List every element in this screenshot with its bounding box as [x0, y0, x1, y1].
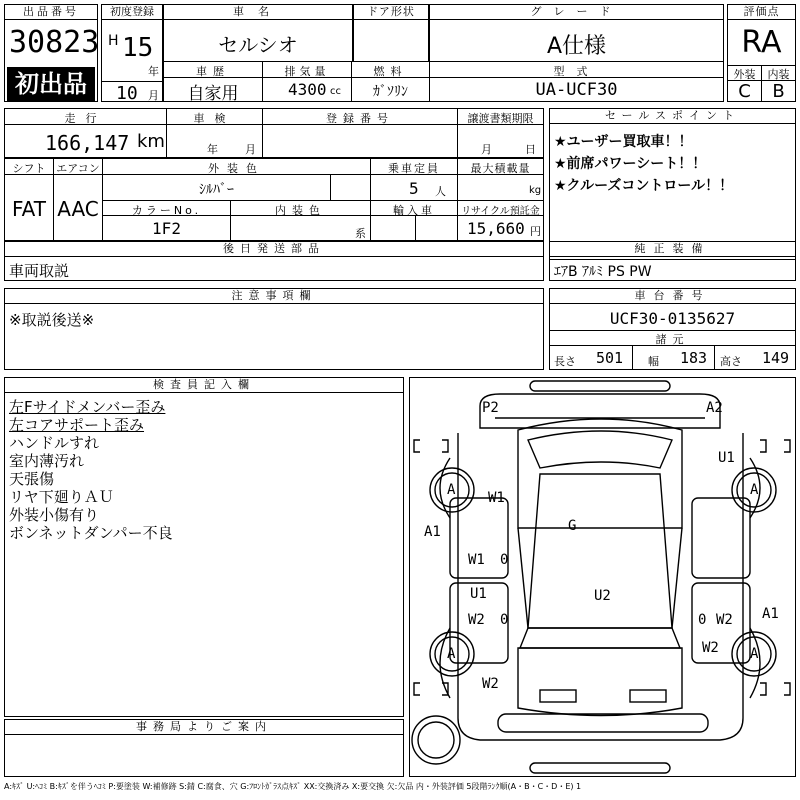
grade-label: グレード	[430, 5, 723, 20]
notes-label: 注意事項欄	[5, 289, 543, 304]
damage-mark: W2	[482, 676, 499, 692]
model-label: 型式	[553, 65, 600, 78]
score-label: 評価点	[728, 5, 795, 20]
lot-number: 30823	[9, 25, 100, 60]
lot-number-label: 出品番号	[5, 5, 97, 20]
length-value: 501	[596, 349, 624, 367]
length-label: 長さ	[554, 355, 576, 368]
damage-mark: U1	[470, 586, 487, 602]
sales-points-box	[549, 108, 796, 260]
model-value: UA-UCF30	[535, 80, 618, 100]
recycle-label: リサイクル預託金	[461, 206, 540, 217]
registration-number-label: 登録番号	[326, 112, 394, 125]
seats-unit: 人	[435, 185, 446, 198]
car-name-label: 車名	[164, 5, 352, 20]
history-value: 自家用	[187, 84, 239, 104]
damage-mark: A	[750, 482, 759, 498]
grade-value: A仕様	[546, 34, 607, 59]
exterior-label: 外装	[733, 68, 756, 81]
damage-mark: W2	[468, 612, 485, 628]
displacement-unit: cc	[330, 86, 341, 97]
damage-mark: P2	[482, 400, 499, 416]
width-label: 幅	[648, 355, 659, 368]
interior-grade: B	[772, 81, 785, 102]
displacement-label: 排気量	[284, 65, 330, 78]
chassis-box	[549, 288, 796, 370]
exterior-color-value: ｼﾙﾊﾞｰ	[199, 182, 234, 198]
load-label: 最大積載量	[470, 162, 531, 175]
interior-label: 内装	[767, 68, 790, 81]
sales-point: ★クルーズコントロール！！	[554, 178, 734, 194]
damage-mark: A2	[706, 400, 723, 416]
equipment-box	[549, 241, 796, 281]
door-label: ドア形状	[354, 5, 428, 20]
seats-label: 乗車定員	[388, 162, 440, 175]
transfer-deadline-label: 譲渡書類期限	[467, 112, 534, 125]
interior-color-label: 内装色	[275, 204, 326, 217]
interior-color-unit: 系	[355, 227, 366, 240]
shift-label: シフト	[12, 162, 46, 175]
car-name: セルシオ	[218, 33, 298, 57]
shift-value: FAT	[11, 197, 46, 221]
history-label: 車歴	[196, 65, 230, 78]
exterior-grade: C	[738, 81, 751, 102]
damage-mark: U2	[594, 588, 611, 604]
damage-mark: 0	[500, 612, 509, 628]
displacement-value: 4300	[288, 80, 327, 99]
inspector-line: 外装小傷有り	[9, 506, 100, 524]
color-number-label: カラーNo.	[131, 204, 202, 217]
inspection-month-unit: 月	[245, 143, 256, 156]
damage-mark: A	[447, 482, 456, 498]
car-diagram	[410, 378, 795, 776]
seats-value: 5	[409, 179, 419, 198]
parts-label: 後日発送部品	[5, 242, 543, 257]
equipment-value: ｴｱB ｱﾙﾐ PS PW	[554, 264, 652, 280]
damage-mark: A	[447, 646, 456, 662]
sales-point: ★ユーザー買取車！！	[554, 134, 693, 150]
registration-year: 15	[122, 33, 154, 63]
inspector-line: ハンドルすれ	[9, 434, 100, 452]
inspector-line: 室内薄汚れ	[9, 452, 85, 470]
car-name-box	[163, 4, 353, 62]
damage-mark: W1	[488, 490, 505, 506]
registration-month: 10	[116, 83, 138, 104]
era: H	[108, 33, 119, 49]
inspector-label: 検査員記入欄	[5, 378, 403, 393]
office-label: 事務局よりご案内	[5, 720, 403, 735]
sales-point: ★前席パワーシート！！	[554, 156, 707, 172]
transfer-month-unit: 月	[481, 143, 492, 156]
history-row	[163, 61, 724, 102]
recycle-unit: 円	[530, 225, 541, 238]
damage-mark: 0	[500, 552, 509, 568]
equipment-label: 純正装備	[550, 242, 795, 257]
dimensions-label: 諸元	[655, 333, 690, 346]
aircon-label: エアコン	[56, 162, 100, 175]
mileage-unit: km	[137, 131, 165, 152]
damage-mark: G	[568, 518, 577, 534]
door-box	[353, 4, 429, 62]
color-number-value: 1F2	[152, 219, 181, 238]
inspector-line: 左コアサポート歪み	[9, 416, 145, 434]
damage-mark: A	[750, 646, 759, 662]
lot-number-box	[4, 4, 98, 102]
height-label: 高さ	[720, 355, 742, 368]
grade-box	[429, 4, 724, 62]
inspector-line: 天張傷	[9, 470, 55, 488]
load-unit: kg	[529, 185, 542, 196]
score-value: RA	[741, 25, 782, 60]
exterior-color-label: 外装色	[208, 162, 265, 175]
inspector-line: ボンネットダンパー不良	[9, 524, 173, 542]
notes-value: ※取説後送※	[9, 311, 95, 329]
damage-mark: W1	[468, 552, 485, 568]
damage-mark: 0	[698, 612, 707, 628]
mileage-value: 166,147	[45, 131, 130, 155]
inspector-box	[4, 377, 404, 717]
width-value: 183	[680, 349, 708, 367]
parts-box	[4, 241, 544, 281]
chassis-number: UCF30-0135627	[609, 309, 736, 328]
inspector-line: リヤ下廻りＡＵ	[9, 488, 114, 506]
office-box	[4, 719, 404, 777]
damage-mark: U1	[718, 450, 735, 466]
inspection-year-unit: 年	[207, 143, 218, 156]
damage-mark: A1	[762, 606, 779, 622]
first-registration-box	[101, 4, 163, 102]
damage-mark: A1	[424, 524, 441, 540]
damage-mark: W2	[716, 612, 733, 628]
car-diagram-box	[409, 377, 796, 777]
parts-value: 車両取説	[9, 262, 70, 280]
inspector-line: 左Fサイドメンバー歪み	[9, 398, 166, 416]
fuel-value: ｶﾞｿﾘﾝ	[373, 84, 408, 100]
specs-row	[4, 158, 544, 241]
sales-points-label: セールスポイント	[550, 109, 795, 124]
height-value: 149	[762, 349, 790, 367]
first-listing-badge: 初出品	[7, 67, 95, 101]
aircon-value: AAC	[57, 197, 99, 221]
mileage-row	[4, 108, 544, 158]
legend: A:ｷｽﾞ U:ﾍｺﾐ B:ｷｽﾞを伴うﾍｺﾐ P:要塗装 W:補修跡 S:錆 C:腐食、穴 G:ﾌﾛﾝﾄｶﾞﾗｽ点ｷｽﾞ XX:交換済み X:要交換 欠:欠品 内・外装評価 5段階ﾗﾝｸ順(A・B・C・D・E) 1	[4, 782, 582, 791]
inspection-label: 車検	[193, 112, 236, 125]
mileage-label: 走行	[64, 112, 107, 125]
recycle-value: 15,660	[467, 219, 525, 238]
import-label: 輸入車	[393, 204, 435, 217]
year-unit: 年	[148, 65, 159, 78]
chassis-label: 車台番号	[550, 289, 795, 304]
score-box	[727, 4, 796, 102]
damage-mark: W2	[702, 640, 719, 656]
fuel-label: 燃料	[373, 65, 408, 78]
first-registration-label: 初度登録	[102, 5, 162, 20]
month-unit: 月	[148, 89, 159, 102]
transfer-day-unit: 日	[525, 143, 536, 156]
notes-box	[4, 288, 544, 370]
